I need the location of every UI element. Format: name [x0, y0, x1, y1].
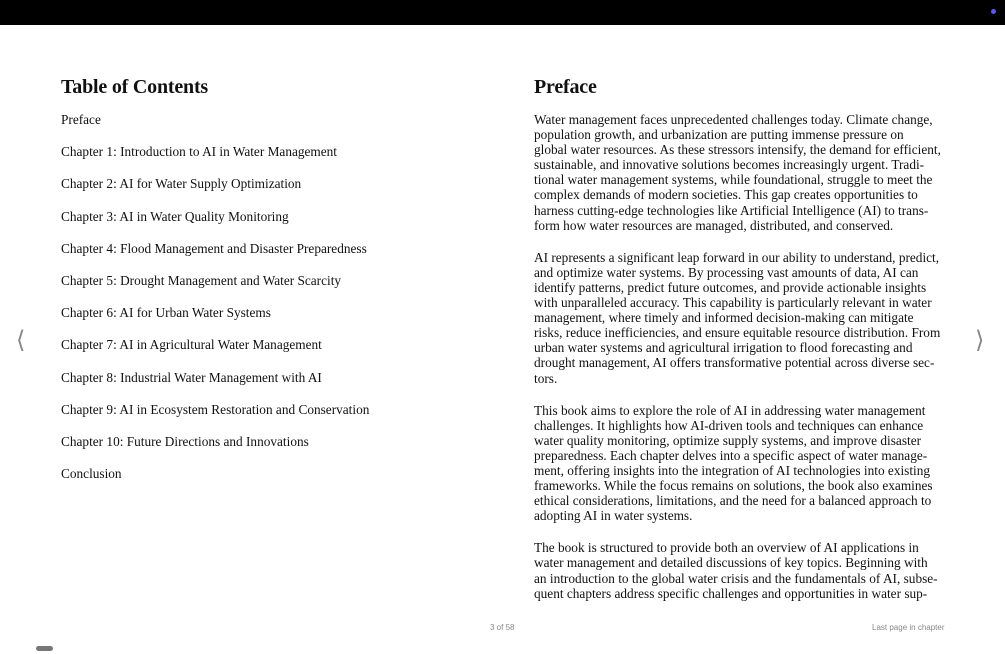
text-line: preparedness. Each chapter delves into a specific aspect of water manage-: [534, 447, 928, 463]
top-bar: [0, 0, 1005, 25]
text-line: challenges. It highlights how AI-driven tools and techniques can enhance: [534, 417, 924, 433]
text-line: adopting AI in water systems.: [534, 508, 693, 524]
toc-item[interactable]: Chapter 9: AI in Ecosystem Restoration and Conservation: [61, 401, 370, 417]
toc-item[interactable]: Chapter 8: Industrial Water Management with AI: [61, 369, 322, 385]
preface-paragraph: [534, 403, 954, 524]
status-indicator-dot: [991, 9, 996, 14]
text-line: complex demands of modern societies. This gap creates opportunities to: [534, 187, 918, 203]
toc-item[interactable]: Chapter 1: Introduction to AI in Water Management: [61, 144, 338, 160]
text-line: This book aims to explore the role of AI in addressing water management: [534, 402, 926, 418]
toc-item[interactable]: Chapter 6: AI for Urban Water Systems: [61, 305, 271, 321]
text-line: and optimize water systems. By processing vast amounts of data, AI can: [534, 264, 919, 280]
text-line: urban water systems and agricultural irrigation to flood forecasting and: [534, 340, 913, 356]
text-line: ethical considerations, limitations, and the need for a balanced approach to: [534, 493, 932, 509]
text-line: Water management faces unprecedented challenges today. Climate change,: [534, 112, 933, 127]
text-line: global water resources. As these stressors intensify, the demand for efficient,: [534, 142, 941, 158]
text-line: quent chapters address specific challenges and opportunities in water sup-: [534, 585, 928, 601]
toc-item[interactable]: Conclusion: [61, 466, 122, 482]
table-of-contents-page: [61, 74, 481, 498]
text-line: risks, reduce inefficiencies, and ensure equitable resource distribution. From: [534, 325, 941, 341]
page-number: 3 of 58: [490, 623, 515, 632]
preface-paragraph: [534, 250, 954, 386]
preface-paragraph: [534, 540, 954, 600]
text-line: AI represents a significant leap forward in our ability to understand, predict,: [534, 249, 940, 265]
next-page-button[interactable]: ⟩: [975, 326, 985, 354]
text-line: sustainable, and innovative solutions becomes increasingly urgent. Tradi-: [534, 157, 925, 173]
text-line: management, where timely and informed decision-making can mitigate: [534, 310, 914, 326]
toc-item[interactable]: Chapter 7: AI in Agricultural Water Management: [61, 337, 322, 353]
toc-item[interactable]: Chapter 3: AI in Water Quality Monitoring: [61, 208, 289, 224]
toc-item[interactable]: Preface: [61, 112, 101, 127]
text-line: form how water resources are managed, distributed, and conserved.: [534, 217, 894, 233]
scrollbar-handle[interactable]: [36, 646, 53, 651]
text-line: population growth, and urbanization are putting immense pressure on: [534, 127, 904, 143]
text-line: an introduction to the global water crisis and the fundamentals of AI, subse-: [534, 570, 938, 586]
text-line: drought management, AI offers transformative potential across diverse sec-: [534, 355, 935, 371]
chapter-status: Last page in chapter: [872, 623, 945, 632]
toc-item[interactable]: Chapter 2: AI for Water Supply Optimization: [61, 176, 302, 192]
text-line: water management and detailed discussions of key topics. Beginning with: [534, 555, 928, 571]
text-line: tional water management systems, while foundational, struggle to meet the: [534, 172, 933, 188]
preface-paragraph: [534, 112, 954, 233]
toc-item[interactable]: Chapter 4: Flood Management and Disaster Preparedness: [61, 240, 367, 256]
text-line: harness cutting-edge technologies like Artificial Intelligence (AI) to trans-: [534, 202, 929, 218]
text-line: The book is structured to provide both an overview of AI applications in: [534, 540, 919, 556]
toc-item[interactable]: Chapter 10: Future Directions and Innovations: [61, 433, 309, 449]
text-line: ment, offering insights into the integration of AI technologies into existing: [534, 462, 931, 478]
text-line: frameworks. While the focus remains on solutions, the book also examines: [534, 478, 933, 494]
text-line: identify patterns, predict future outcomes, and provide actionable insights: [534, 279, 927, 295]
preface-title: Preface: [534, 76, 597, 98]
text-line: tors.: [534, 370, 558, 386]
toc-item[interactable]: Chapter 5: Drought Management and Water Scarcity: [61, 272, 342, 288]
previous-page-button[interactable]: ⟨: [16, 326, 26, 354]
text-line: with unparalleled accuracy. This capability is particularly relevant in water: [534, 295, 932, 311]
text-line: water quality monitoring, optimize supply systems, and improve disaster: [534, 432, 922, 448]
toc-title: Table of Contents: [61, 76, 208, 98]
preface-page: [534, 74, 954, 618]
